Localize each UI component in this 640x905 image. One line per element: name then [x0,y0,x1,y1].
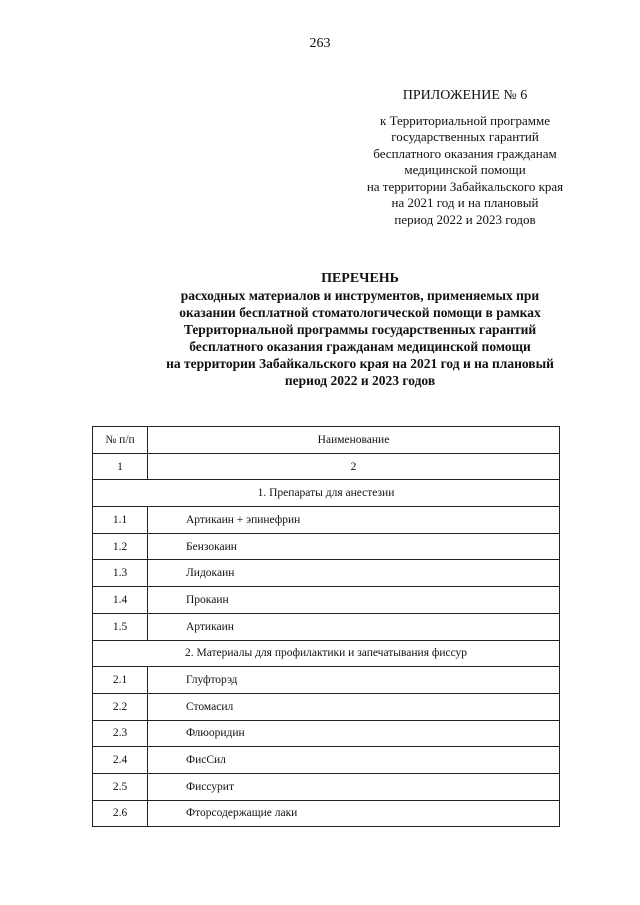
appendix-line: государственных гарантий [391,129,539,144]
row-name: Артикаин [148,613,560,640]
row-name: Флюоридин [148,720,560,747]
row-num: 2.1 [93,667,148,694]
table-row [93,667,560,694]
row-num: 1.5 [93,613,148,640]
table-row [93,693,560,720]
row-num: 2.4 [93,747,148,774]
table-index-row [93,453,560,480]
row-num: 2.3 [93,720,148,747]
header-name: Наименование [148,427,560,454]
table-row [93,507,560,534]
table-row [93,613,560,640]
row-num: 1.3 [93,560,148,587]
title-line: оказании бесплатной стоматологической помощи в рамках [179,305,541,320]
title-line: период 2022 и 2023 годов [284,373,436,388]
index-name: 2 [148,453,560,480]
row-num: 2.5 [93,773,148,800]
row-num: 1.1 [93,507,148,534]
table-row [93,773,560,800]
title-line: бесплатного оказания гражданам медицинской помощи [189,339,531,354]
section-title: 1. Препараты для анестезии [93,480,560,507]
row-name: Стомасил [148,693,560,720]
section-row [93,640,560,667]
document-title [100,270,620,389]
table-row [93,747,560,774]
header-num: № п/п [93,427,148,454]
row-name: Прокаин [148,587,560,614]
row-num: 2.6 [93,800,148,827]
page-number: 263 [309,36,331,51]
title-heading: ПЕРЕЧЕНЬ [321,271,399,286]
title-line: на территории Забайкальского края на 2021 год и на плановый [166,356,554,371]
table-row [93,800,560,827]
row-name: Глуфторэд [148,667,560,694]
row-name: Артикаин + эпинефрин [148,507,560,534]
title-line: Территориальной программы государственных гарантий [183,322,537,337]
row-name: Бензокаин [148,533,560,560]
row-name: Фторсодержащие лаки [148,800,560,827]
index-num: 1 [93,453,148,480]
appendix-line: на 2021 год и на плановый [391,195,539,210]
row-num: 1.4 [93,587,148,614]
appendix-line: к Территориальной программе [380,112,550,128]
table-row [93,533,560,560]
table-row [93,720,560,747]
row-num: 2.2 [93,693,148,720]
row-name: ФисСил [148,747,560,774]
appendix-line: бесплатного оказания гражданам [373,145,557,161]
appendix-line: период 2022 и 2023 годов [394,211,536,227]
row-num: 1.2 [93,533,148,560]
appendix-heading: ПРИЛОЖЕНИЕ № 6 [402,88,528,103]
row-name: Лидокаин [148,560,560,587]
table-row [93,560,560,587]
row-name: Фиссурит [148,773,560,800]
appendix-line: на территории Забайкальского края [366,178,564,194]
appendix-block [330,88,600,228]
title-line: расходных материалов и инструментов, применяемых при [180,288,540,303]
appendix-line: медицинской помощи [404,162,526,177]
materials-table [92,426,560,827]
table-header-row [93,427,560,454]
table-row [93,587,560,614]
section-row [93,480,560,507]
section-title: 2. Материалы для профилактики и запечатывания фиссур [93,640,560,667]
